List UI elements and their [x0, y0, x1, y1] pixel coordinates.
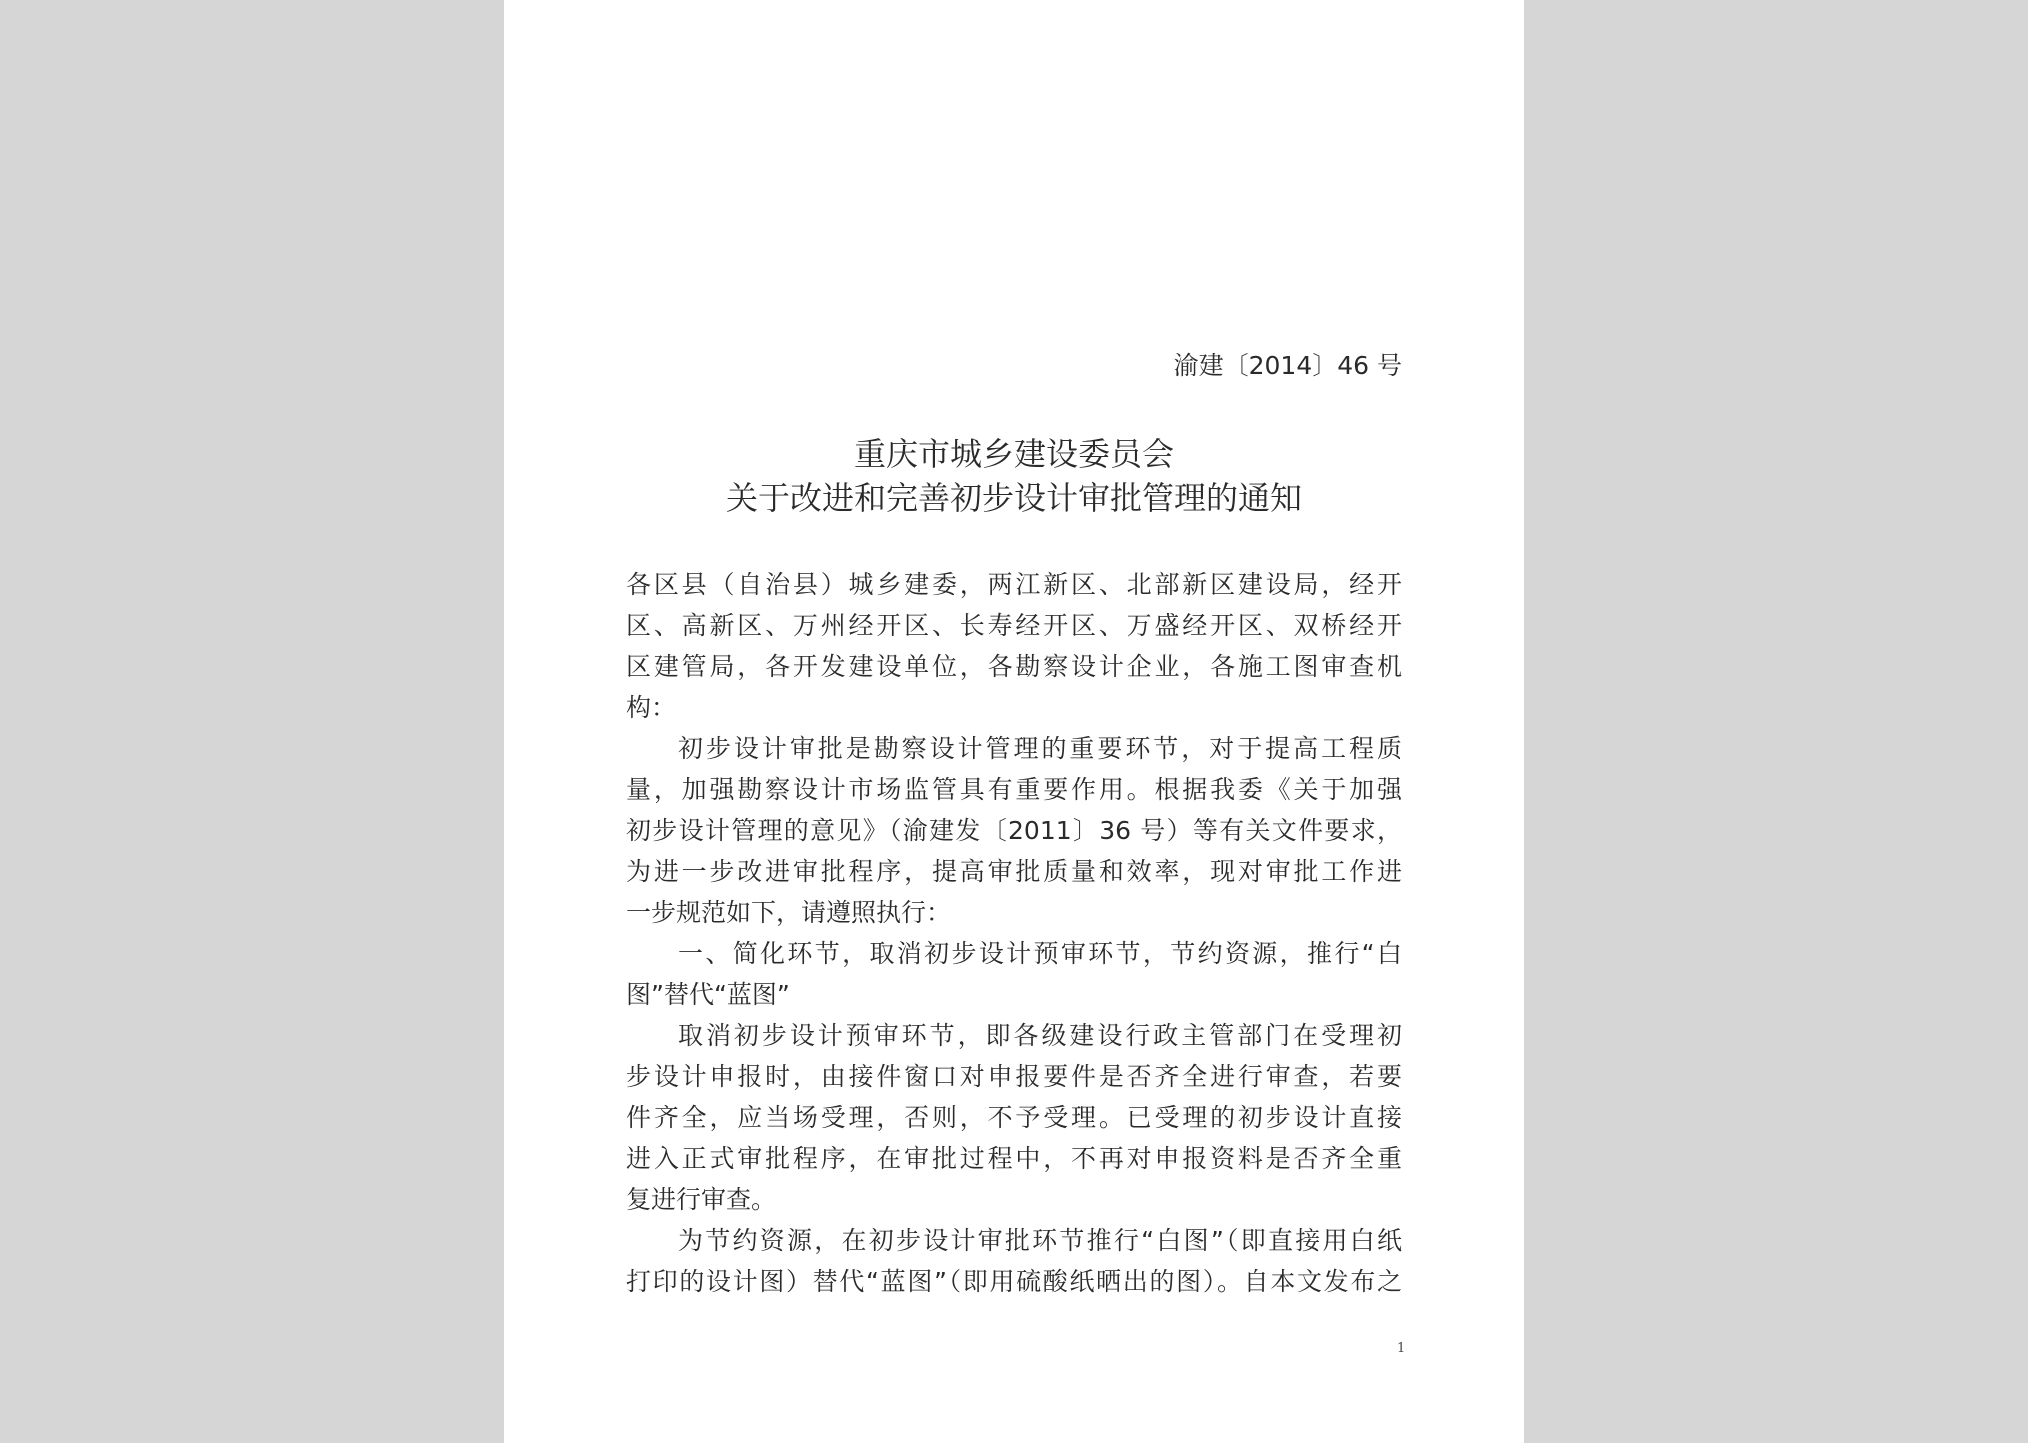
paragraph-line: 步设计申报时，由接件窗口对申报要件是否齐全进行审查，若要	[626, 1062, 1402, 1091]
paragraph-line: 初步设计审批是勘察设计管理的重要环节，对于提高工程质	[678, 734, 1402, 763]
recipients-line: 构：	[626, 693, 677, 722]
document-number: 渝建〔2014〕46 号	[1173, 351, 1402, 380]
paragraph-line: 量，加强勘察设计市场监管具有重要作用。根据我委《关于加强	[626, 775, 1402, 804]
document-page	[504, 0, 1524, 1443]
section-heading-line: 一、简化环节，取消初步设计预审环节，节约资源，推行“白	[678, 939, 1402, 968]
document-body	[626, 564, 1402, 1302]
issuer-title: 重庆市城乡建设委员会	[853, 435, 1174, 473]
paragraph-line: 进入正式审批程序，在审批过程中，不再对申报资料是否齐全重	[626, 1144, 1402, 1173]
section-heading-line: 图”替代“蓝图”	[626, 980, 790, 1009]
paragraph-line: 复进行审查。	[626, 1185, 777, 1214]
paragraph-line: 为进一步改进审批程序，提高审批质量和效率，现对审批工作进	[626, 857, 1402, 886]
recipients-line: 区建管局，各开发建设单位，各勘察设计企业，各施工图审查机	[626, 652, 1402, 681]
notice-title: 关于改进和完善初步设计审批管理的通知	[725, 479, 1302, 517]
paragraph-line: 初步设计管理的意见》（渝建发〔2011〕36 号）等有关文件要求，	[626, 816, 1402, 845]
paragraph-line: 取消初步设计预审环节，即各级建设行政主管部门在受理初	[678, 1021, 1402, 1050]
page-number: 1	[1397, 1341, 1406, 1356]
paragraph-line: 一步规范如下，请遵照执行：	[626, 898, 952, 927]
paragraph-line: 件齐全，应当场受理，否则，不予受理。已受理的初步设计直接	[626, 1103, 1402, 1132]
recipients-line: 区、高新区、万州经开区、长寿经开区、万盛经开区、双桥经开	[626, 611, 1402, 640]
paragraph-line: 打印的设计图）替代“蓝图”（即用硫酸纸晒出的图）。自本文发布之	[626, 1267, 1402, 1296]
paragraph-line: 为节约资源，在初步设计审批环节推行“白图”（即直接用白纸	[678, 1226, 1402, 1255]
recipients-line: 各区县（自治县）城乡建委，两江新区、北部新区建设局，经开	[626, 570, 1402, 599]
